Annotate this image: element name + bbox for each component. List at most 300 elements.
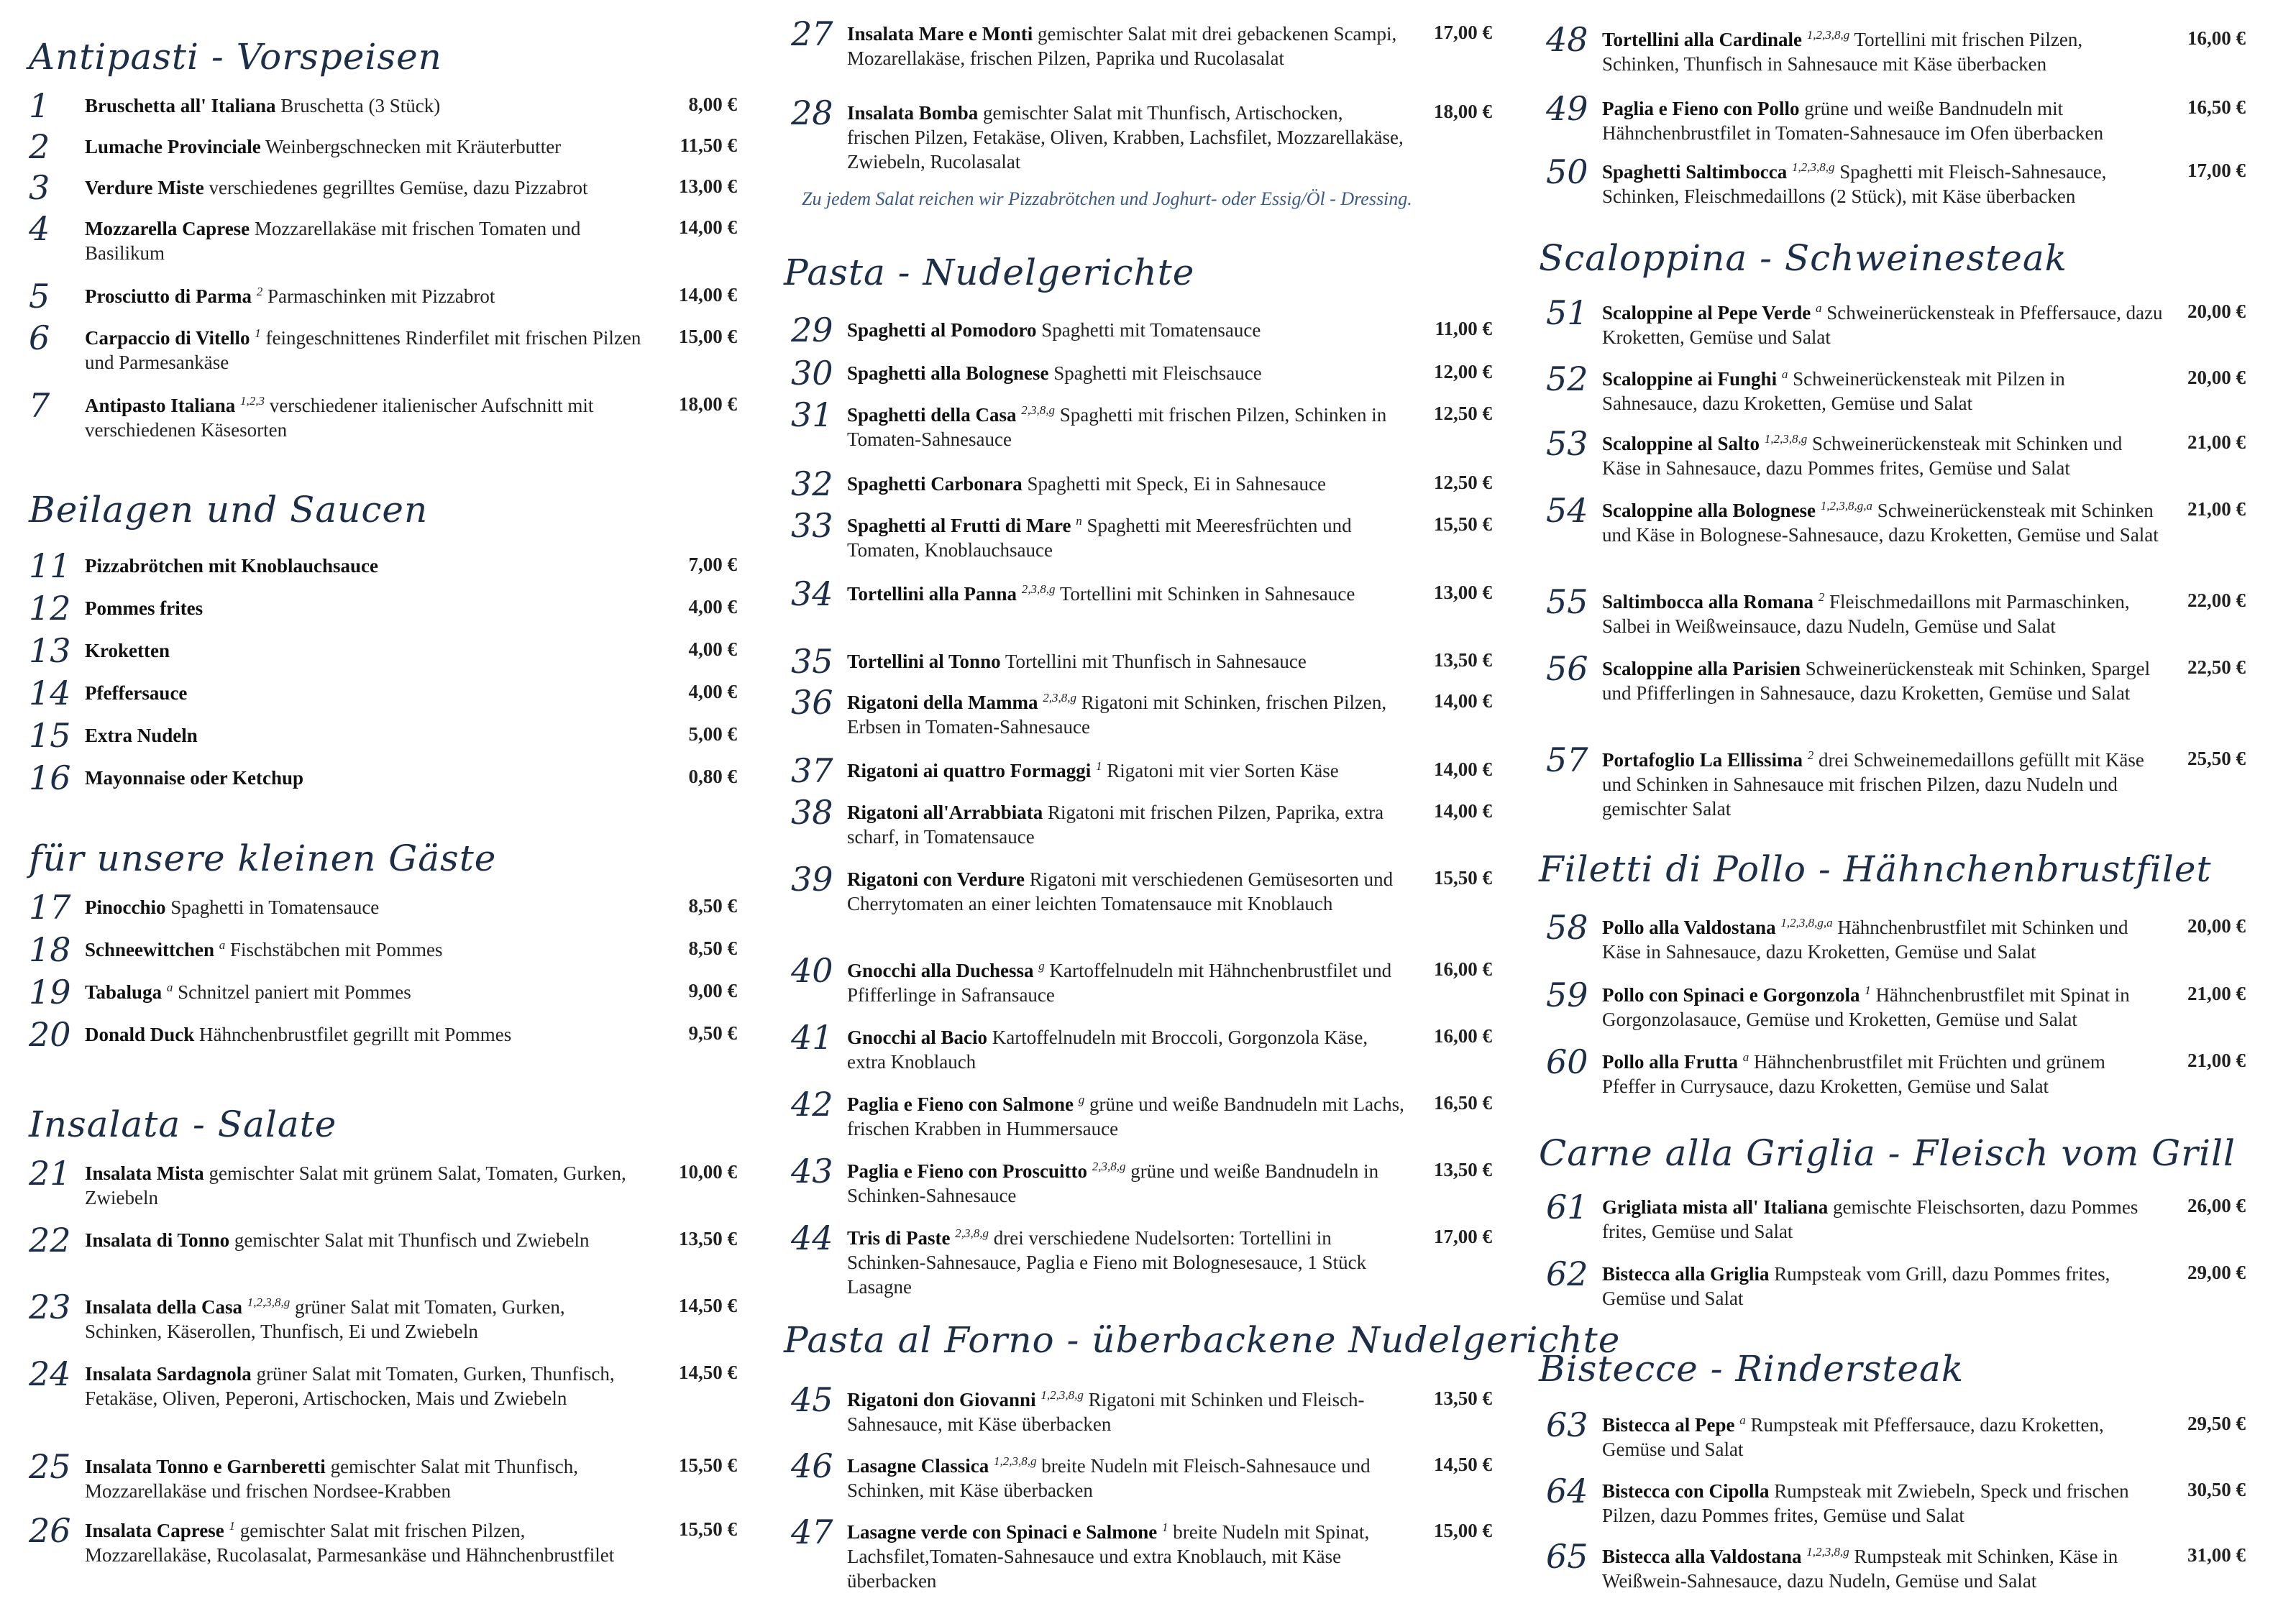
item-description xyxy=(847,513,1408,562)
item-name: Spaghetti Carbonara xyxy=(847,473,1023,495)
item-name: Pinocchio xyxy=(85,896,166,918)
item-number: 31 xyxy=(791,395,833,434)
item-detail: breite Nudeln mit Fleisch-Sahnesauce und Schinken, mit Käse überbacken xyxy=(847,1455,1371,1501)
item-price: 20,00 € xyxy=(2187,915,2246,937)
item-description xyxy=(85,1022,646,1047)
item-price: 18,00 € xyxy=(1434,101,1492,122)
allergen-codes: 2,3,8,g xyxy=(1021,582,1056,596)
allergen-codes: 2,3,8,g xyxy=(1021,403,1056,417)
item-number: 58 xyxy=(1546,908,1588,947)
item-detail: gemischter Salat mit Thunfisch, Mozzarellakäse und frischen Nordsee-Krabben xyxy=(85,1456,578,1502)
item-number: 65 xyxy=(1546,1537,1588,1576)
item-price: 4,00 € xyxy=(688,638,737,660)
item-description xyxy=(1602,431,2163,480)
allergen-codes: 2,3,8,g xyxy=(955,1226,989,1240)
item-description xyxy=(85,326,646,375)
item-number: 60 xyxy=(1546,1042,1588,1081)
item-price: 29,00 € xyxy=(2187,1262,2246,1283)
item-number: 57 xyxy=(1546,740,1588,779)
item-name: Scaloppine ai Funghi xyxy=(1602,368,1778,390)
allergen-codes: a xyxy=(1739,1413,1746,1427)
item-price: 0,80 € xyxy=(688,766,737,787)
item-number: 62 xyxy=(1546,1254,1588,1293)
item-number: 19 xyxy=(29,973,71,1011)
item-name: Pollo con Spinaci e Gorgonzola xyxy=(1602,984,1860,1006)
item-detail: Spaghetti mit Speck, Ei in Sahnesauce xyxy=(1027,473,1326,495)
item-price: 30,50 € xyxy=(2187,1479,2246,1500)
item-number: 1 xyxy=(29,86,50,125)
item-detail: Rigatoni mit frischen Pilzen, Paprika, extra scharf, in Tomatensauce xyxy=(847,802,1384,848)
item-detail: drei verschiedene Nudelsorten: Tortellini in Schinken-Sahnesauce, Paglia e Fieno mit Bolognesesauce, 1 Stück Lasagne xyxy=(847,1227,1367,1298)
item-detail: Rumpsteak mit Pfeffersauce, dazu Kroketten, Gemüse und Salat xyxy=(1602,1414,2104,1460)
item-description xyxy=(85,723,646,748)
item-price: 8,00 € xyxy=(688,93,737,115)
item-price: 13,00 € xyxy=(1434,582,1492,603)
allergen-codes: 2,3,8,g xyxy=(1043,691,1076,705)
item-price: 18,00 € xyxy=(679,393,737,415)
item-detail: Kartoffelnudeln mit Broccoli, Gorgonzola Käse, extra Knoblauch xyxy=(847,1027,1368,1073)
item-description xyxy=(85,895,646,919)
item-detail: Bruschetta (3 Stück) xyxy=(280,95,441,116)
item-description xyxy=(847,1025,1408,1074)
item-description xyxy=(847,318,1408,342)
allergen-codes: 1 xyxy=(1096,759,1102,773)
item-price: 17,00 € xyxy=(2187,160,2246,181)
item-price: 22,50 € xyxy=(2187,656,2246,678)
item-price: 26,00 € xyxy=(2187,1195,2246,1216)
item-number: 59 xyxy=(1546,976,1588,1014)
item-number: 13 xyxy=(29,631,71,670)
item-description xyxy=(85,175,646,200)
item-price: 13,50 € xyxy=(1434,649,1492,671)
allergen-codes: 1,2,3,8,g xyxy=(1806,1545,1849,1559)
item-price: 21,00 € xyxy=(2187,498,2246,520)
item-price: 17,00 € xyxy=(1434,1226,1492,1247)
item-number: 22 xyxy=(29,1221,71,1260)
item-name: Spaghetti della Casa xyxy=(847,404,1017,426)
allergen-codes: a xyxy=(1742,1050,1749,1064)
item-price: 16,50 € xyxy=(2187,96,2246,118)
item-description xyxy=(1602,1262,2163,1311)
item-detail: Spaghetti mit Fleischsauce xyxy=(1053,362,1262,384)
item-description xyxy=(85,1454,646,1503)
allergen-codes: 1,2,3,8,g xyxy=(1806,28,1850,42)
item-number: 43 xyxy=(791,1152,833,1191)
item-price: 15,50 € xyxy=(679,1518,737,1540)
item-description xyxy=(85,980,646,1004)
item-description xyxy=(847,22,1408,70)
allergen-codes: 1,2,3,8,g xyxy=(994,1454,1037,1468)
allergen-codes: 1 xyxy=(1865,983,1871,997)
item-number: 2 xyxy=(29,127,50,166)
item-description xyxy=(847,101,1408,174)
item-detail: Parmaschinken mit Pizzabrot xyxy=(267,285,495,307)
item-name: Mayonnaise oder Ketchup xyxy=(85,767,304,789)
allergen-codes: g xyxy=(1038,959,1045,973)
item-price: 4,00 € xyxy=(688,681,737,702)
item-price: 31,00 € xyxy=(2187,1544,2246,1566)
item-description xyxy=(847,1454,1408,1503)
item-detail: drei Schweinemedaillons gefüllt mit Käse und Schinken in Sahnesauce mit frischen Pilzen, dazu Nudeln und gemischter Salat xyxy=(1602,749,2144,820)
item-price: 16,50 € xyxy=(1434,1092,1492,1114)
item-detail: grüne und weiße Bandnudeln in Schinken-Sahnesauce xyxy=(847,1160,1379,1206)
item-description xyxy=(1602,1479,2163,1528)
item-name: Spaghetti Saltimbocca xyxy=(1602,161,1788,183)
item-number: 6 xyxy=(29,318,50,357)
item-price: 9,50 € xyxy=(688,1022,737,1044)
item-name: Insalata Tonno e Garnberetti xyxy=(85,1456,326,1477)
item-description xyxy=(85,393,646,442)
item-number: 36 xyxy=(791,683,833,722)
item-number: 53 xyxy=(1546,424,1588,463)
item-detail: Rigatoni mit vier Sorten Käse xyxy=(1107,760,1339,781)
item-price: 10,00 € xyxy=(679,1161,737,1183)
allergen-codes: 2 xyxy=(256,285,263,298)
item-price: 11,00 € xyxy=(1435,318,1492,339)
item-detail: gemischter Salat mit Thunfisch, Artischocken, frischen Pilzen, Fetakäse, Oliven, Krabben, Lachsfilet, Mozzarellakäse, Zwiebeln, Rucolasalat xyxy=(847,102,1404,173)
allergen-codes: 1,2,3,8,g,a xyxy=(1820,499,1873,513)
item-number: 7 xyxy=(29,386,50,425)
allergen-codes: 2,3,8,g xyxy=(1092,1160,1126,1173)
item-number: 14 xyxy=(29,674,71,712)
item-number: 33 xyxy=(791,506,833,545)
item-detail: Schweinerückensteak mit Schinken und Käse in Sahnesauce, dazu Pommes frites, Gemüse und Salat xyxy=(1602,433,2123,479)
item-number: 12 xyxy=(29,589,71,628)
item-description xyxy=(1602,915,2163,964)
item-number: 23 xyxy=(29,1288,71,1326)
item-name: Tris di Paste xyxy=(847,1227,951,1249)
item-detail: verschiedener italienischer Aufschnitt mit verschiedenen Käsesorten xyxy=(85,395,594,441)
salad-note: Zu jedem Salat reichen wir Pizzabrötchen und Joghurt- oder Essig/Öl - Dressing. xyxy=(802,188,1412,209)
item-description xyxy=(85,93,646,118)
item-price: 8,50 € xyxy=(688,937,737,959)
item-name: Insalata Bomba xyxy=(847,102,979,124)
item-name: Extra Nudeln xyxy=(85,725,198,746)
allergen-codes: 1 xyxy=(1162,1520,1168,1534)
item-description xyxy=(1602,96,2163,145)
item-name: Saltimbocca alla Romana xyxy=(1602,591,1813,613)
item-detail: Rigatoni mit verschiedenen Gemüsesorten und Cherrytomaten an einer leichten Tomatensauce mit Knoblauch xyxy=(847,868,1394,914)
item-number: 42 xyxy=(791,1085,833,1124)
item-name: Scaloppine alla Bolognese xyxy=(1602,500,1816,521)
item-detail: gemischter Salat mit grünem Salat, Tomaten, Gurken, Zwiebeln xyxy=(85,1162,626,1208)
item-price: 13,50 € xyxy=(1434,1387,1492,1409)
item-price: 13,00 € xyxy=(679,175,737,197)
item-detail: grüne und weiße Bandnudeln mit Lachs, frischen Krabben in Hummersauce xyxy=(847,1093,1404,1139)
item-name: Rigatoni ai quattro Formaggi xyxy=(847,760,1092,781)
item-name: Carpaccio di Vitello xyxy=(85,327,250,349)
item-description xyxy=(847,1226,1408,1299)
item-name: Spaghetti al Pomodoro xyxy=(847,319,1037,341)
item-detail: gemischter Salat mit Thunfisch und Zwiebeln xyxy=(234,1229,590,1251)
item-description xyxy=(847,649,1408,674)
item-price: 4,00 € xyxy=(688,596,737,618)
item-description xyxy=(85,1362,646,1410)
item-detail: Hähnchenbrustfilet mit Spinat in Gorgonzolasauce, Gemüse und Kroketten, Gemüse und Salat xyxy=(1602,984,2130,1030)
item-price: 21,00 € xyxy=(2187,983,2246,1004)
item-detail: Hähnchenbrustfilet gegrillt mit Pommes xyxy=(199,1024,512,1045)
item-price: 13,50 € xyxy=(679,1228,737,1249)
item-name: Pollo alla Frutta xyxy=(1602,1051,1738,1073)
item-description xyxy=(847,867,1408,916)
item-number: 50 xyxy=(1546,152,1588,191)
allergen-codes: a xyxy=(166,981,173,994)
item-price: 5,00 € xyxy=(688,723,737,745)
item-description xyxy=(847,1092,1408,1141)
section-heading: Filetti di Pollo - Hähnchenbrustfilet xyxy=(1539,848,2212,890)
item-description xyxy=(1602,656,2163,705)
item-number: 26 xyxy=(29,1511,71,1550)
item-name: Verdure Miste xyxy=(85,177,204,198)
item-price: 7,00 € xyxy=(688,554,737,575)
item-detail: Schweinerückensteak in Pfeffersauce, dazu Kroketten, Gemüse und Salat xyxy=(1602,302,2163,348)
item-detail: grüner Salat mit Tomaten, Gurken, Schinken, Käserollen, Thunfisch, Ei und Zwiebeln xyxy=(85,1296,565,1342)
item-name: Gnocchi alla Duchessa xyxy=(847,960,1034,981)
item-detail: Tortellini mit Thunfisch in Sahnesauce xyxy=(1005,651,1307,672)
item-detail: Hähnchenbrustfilet mit Früchten und grünem Pfeffer in Currysauce, dazu Kroketten, Gemüse und Salat xyxy=(1602,1051,2105,1097)
item-name: Tortellini alla Panna xyxy=(847,583,1017,605)
item-detail: Spaghetti mit Meeresfrüchten und Tomaten, Knoblauchsauce xyxy=(847,515,1352,561)
item-name: Scaloppine al Salto xyxy=(1602,433,1760,454)
item-number: 32 xyxy=(791,464,833,503)
item-detail: Rigatoni mit Schinken, frischen Pilzen, Erbsen in Tomaten-Sahnesauce xyxy=(847,692,1387,738)
item-detail: Spaghetti mit frischen Pilzen, Schinken in Tomaten-Sahnesauce xyxy=(847,404,1387,450)
item-price: 12,00 € xyxy=(1434,361,1492,382)
item-detail: Kartoffelnudeln mit Hähnchenbrustfilet und Pfifferlinge in Safransauce xyxy=(847,960,1392,1006)
item-name: Mozzarella Caprese xyxy=(85,218,250,239)
item-number: 38 xyxy=(791,793,833,832)
item-name: Tabaluga xyxy=(85,981,163,1003)
item-number: 21 xyxy=(29,1154,71,1193)
item-description xyxy=(847,361,1408,385)
item-price: 13,50 € xyxy=(1434,1159,1492,1180)
item-price: 21,00 € xyxy=(2187,1050,2246,1071)
item-description xyxy=(85,1228,646,1252)
allergen-codes: a xyxy=(219,938,226,952)
item-description xyxy=(85,1161,646,1210)
item-number: 46 xyxy=(791,1446,833,1485)
item-name: Bruschetta all' Italiana xyxy=(85,95,276,116)
section-heading: Antipasti - Vorspeisen xyxy=(29,36,442,78)
item-description xyxy=(847,758,1408,783)
item-name: Insalata Sardagnola xyxy=(85,1363,252,1385)
item-price: 14,00 € xyxy=(1434,758,1492,780)
item-number: 45 xyxy=(791,1380,833,1419)
item-number: 24 xyxy=(29,1354,71,1393)
item-price: 15,50 € xyxy=(1434,513,1492,535)
item-name: Spaghetti alla Bolognese xyxy=(847,362,1049,384)
item-name: Prosciutto di Parma xyxy=(85,285,252,307)
item-price: 25,50 € xyxy=(2187,748,2246,769)
item-detail: gemischter Salat mit drei gebackenen Scampi, Mozarellakäse, frischen Pilzen, Paprika und Rucolasalat xyxy=(847,23,1397,69)
item-description xyxy=(1602,160,2163,208)
item-description xyxy=(847,800,1408,849)
item-number: 44 xyxy=(791,1219,833,1257)
item-detail: verschiedenes gegrilltes Gemüse, dazu Pizzabrot xyxy=(209,177,588,198)
allergen-codes: g xyxy=(1078,1093,1085,1106)
item-detail: Fischstäbchen mit Pommes xyxy=(229,939,443,960)
item-detail: Rumpsteak mit Zwiebeln, Speck und frischen Pilzen, dazu Pommes frites, Gemüse und Salat xyxy=(1602,1480,2129,1526)
item-number: 18 xyxy=(29,930,71,969)
item-detail: Rigatoni mit Schinken und Fleisch-Sahnesauce, mit Käse überbacken xyxy=(847,1389,1365,1435)
item-number: 29 xyxy=(791,311,833,349)
item-name: Antipasto Italiana xyxy=(85,395,236,416)
item-detail: grüner Salat mit Tomaten, Gurken, Thunfisch, Fetakäse, Oliven, Peperoni, Artischocken, Mais und Zwiebeln xyxy=(85,1363,615,1409)
item-number: 49 xyxy=(1546,89,1588,128)
item-number: 25 xyxy=(29,1447,71,1486)
item-detail: Spaghetti mit Tomatensauce xyxy=(1041,319,1261,341)
item-description xyxy=(1602,498,2163,547)
item-price: 14,50 € xyxy=(679,1295,737,1316)
item-number: 61 xyxy=(1546,1188,1588,1226)
item-description xyxy=(1602,589,2163,638)
item-number: 39 xyxy=(791,860,833,899)
item-detail: Rumpsteak mit Schinken, Käse in Weißwein-Sahnesauce, dazu Nudeln, Gemüse und Salat xyxy=(1602,1546,2118,1592)
item-name: Bistecca alla Valdostana xyxy=(1602,1546,1802,1567)
section-heading: Bistecce - Rindersteak xyxy=(1539,1348,1964,1390)
allergen-codes: 1,2,3,8,g xyxy=(1792,160,1835,174)
item-detail: Schweinerückensteak mit Schinken, Spargel und Pfifferlingen in Sahnesauce, dazu Kroketten, Gemüse und Salat xyxy=(1602,658,2151,704)
item-name: Kroketten xyxy=(85,640,170,661)
item-number: 17 xyxy=(29,888,71,927)
item-number: 15 xyxy=(29,716,71,755)
item-description xyxy=(1602,983,2163,1032)
item-name: Bistecca alla Griglia xyxy=(1602,1263,1770,1285)
item-name: Insalata di Tonno xyxy=(85,1229,230,1251)
item-price: 22,00 € xyxy=(2187,589,2246,611)
item-description xyxy=(85,937,646,962)
item-number: 64 xyxy=(1546,1472,1588,1510)
item-name: Tortellini alla Cardinale xyxy=(1602,29,1803,50)
item-name: Portafoglio La Ellissima xyxy=(1602,749,1803,771)
section-heading: Pasta - Nudelgerichte xyxy=(784,252,1195,293)
item-detail: Tortellini mit frischen Pilzen, Schinken, Thunfisch in Sahnesauce mit Käse überbacken xyxy=(1602,29,2083,75)
item-description xyxy=(1602,1413,2163,1462)
item-description xyxy=(1602,27,2163,76)
item-price: 17,00 € xyxy=(1434,22,1492,43)
item-number: 63 xyxy=(1546,1405,1588,1444)
allergen-codes: 2 xyxy=(1818,590,1825,604)
section-heading: Scaloppina - Schweinesteak xyxy=(1539,237,2067,279)
item-description xyxy=(847,582,1408,606)
item-name: Pollo alla Valdostana xyxy=(1602,917,1776,938)
item-description xyxy=(847,690,1408,739)
item-price: 16,00 € xyxy=(2187,27,2246,49)
item-detail: Weinbergschnecken mit Kräuterbutter xyxy=(265,136,562,157)
item-detail: Fleischmedaillons mit Parmaschinken, Salbei in Weißweinsauce, dazu Nudeln, Gemüse und Salat xyxy=(1602,591,2130,637)
item-number: 51 xyxy=(1546,293,1588,332)
item-detail: gemischter Salat mit frischen Pilzen, Mozzarellakäse, Rucolasalat, Parmesankäse und Hähnchenbrustfilet xyxy=(85,1520,615,1566)
item-name: Bistecca con Cipolla xyxy=(1602,1480,1770,1502)
item-number: 47 xyxy=(791,1513,833,1551)
item-price: 12,50 € xyxy=(1434,403,1492,424)
item-number: 54 xyxy=(1546,491,1588,530)
item-name: Pommes frites xyxy=(85,597,203,619)
item-description xyxy=(85,134,646,159)
item-price: 12,50 € xyxy=(1434,472,1492,493)
item-price: 14,50 € xyxy=(1434,1454,1492,1475)
allergen-codes: 1,2,3,8,g,a xyxy=(1780,916,1833,930)
item-name: Paglia e Fieno con Salmone xyxy=(847,1093,1074,1115)
item-description xyxy=(847,472,1408,496)
item-name: Donald Duck xyxy=(85,1024,195,1045)
item-price: 14,00 € xyxy=(1434,690,1492,712)
item-name: Insalata Caprese xyxy=(85,1520,224,1541)
item-price: 14,00 € xyxy=(679,216,737,238)
item-detail: Schnitzel paniert mit Pommes xyxy=(178,981,411,1003)
item-price: 16,00 € xyxy=(1434,1025,1492,1047)
allergen-codes: a xyxy=(1781,367,1788,381)
item-number: 4 xyxy=(29,209,50,248)
item-price: 11,50 € xyxy=(680,134,737,156)
item-name: Rigatoni della Mamma xyxy=(847,692,1038,713)
item-name: Gnocchi al Bacio xyxy=(847,1027,987,1048)
item-number: 52 xyxy=(1546,359,1588,398)
item-name: Spaghetti al Frutti di Mare xyxy=(847,515,1071,536)
allergen-codes: 1,2,3,8,g xyxy=(1040,1388,1084,1402)
item-description xyxy=(1602,1195,2163,1244)
item-description xyxy=(85,596,646,620)
section-heading: Carne alla Griglia - Fleisch vom Grill xyxy=(1539,1132,2236,1174)
item-detail: Mozzarellakäse mit frischen Tomaten und Basilikum xyxy=(85,218,581,264)
item-number: 40 xyxy=(791,951,833,990)
item-number: 48 xyxy=(1546,20,1588,59)
allergen-codes: a xyxy=(1816,301,1822,315)
item-name: Lasagne Classica xyxy=(847,1455,989,1477)
item-number: 41 xyxy=(791,1018,833,1057)
menu-column-right xyxy=(1517,0,2278,1624)
section-heading: Insalata - Salate xyxy=(29,1104,337,1145)
item-description xyxy=(1602,367,2163,416)
item-price: 15,00 € xyxy=(1434,1520,1492,1541)
item-number: 30 xyxy=(791,354,833,393)
item-detail: breite Nudeln mit Spinat, Lachsfilet,Tomaten-Sahnesauce und extra Knoblauch, mit Käse überbacken xyxy=(847,1521,1370,1592)
item-name: Insalata della Casa xyxy=(85,1296,243,1318)
menu-column-left xyxy=(0,0,769,1624)
item-price: 15,00 € xyxy=(679,326,737,347)
allergen-codes: n xyxy=(1076,514,1082,528)
item-detail: Rumpsteak vom Grill, dazu Pommes frites, Gemüse und Salat xyxy=(1602,1263,2110,1309)
item-name: Rigatoni con Verdure xyxy=(847,868,1025,890)
item-number: 28 xyxy=(791,93,833,132)
item-description xyxy=(847,403,1408,451)
item-description xyxy=(847,1159,1408,1208)
item-name: Lumache Provinciale xyxy=(85,136,261,157)
item-description xyxy=(85,766,646,790)
item-price: 29,50 € xyxy=(2187,1413,2246,1434)
item-name: Pizzabrötchen mit Knoblauchsauce xyxy=(85,555,378,577)
item-price: 20,00 € xyxy=(2187,301,2246,322)
item-number: 3 xyxy=(29,168,50,207)
item-description xyxy=(847,1520,1408,1593)
item-price: 15,50 € xyxy=(1434,867,1492,889)
allergen-codes: 1 xyxy=(255,326,261,340)
item-description xyxy=(85,681,646,705)
section-heading: Beilagen und Saucen xyxy=(29,489,429,531)
item-price: 14,00 € xyxy=(679,284,737,306)
item-price: 9,00 € xyxy=(688,980,737,1001)
section-heading: Pasta al Forno - überbackene Nudelgerichte xyxy=(784,1319,1621,1361)
item-price: 15,50 € xyxy=(679,1454,737,1476)
allergen-codes: 1,2,3,8,g xyxy=(1764,432,1808,446)
item-number: 35 xyxy=(791,642,833,681)
item-name: Rigatoni all'Arrabbiata xyxy=(847,802,1043,823)
item-description xyxy=(847,958,1408,1007)
item-name: Paglia e Fieno con Proscuitto xyxy=(847,1160,1087,1182)
item-name: Grigliata mista all' Italiana xyxy=(1602,1196,1829,1218)
item-description xyxy=(85,1518,646,1567)
item-description xyxy=(85,1295,646,1344)
